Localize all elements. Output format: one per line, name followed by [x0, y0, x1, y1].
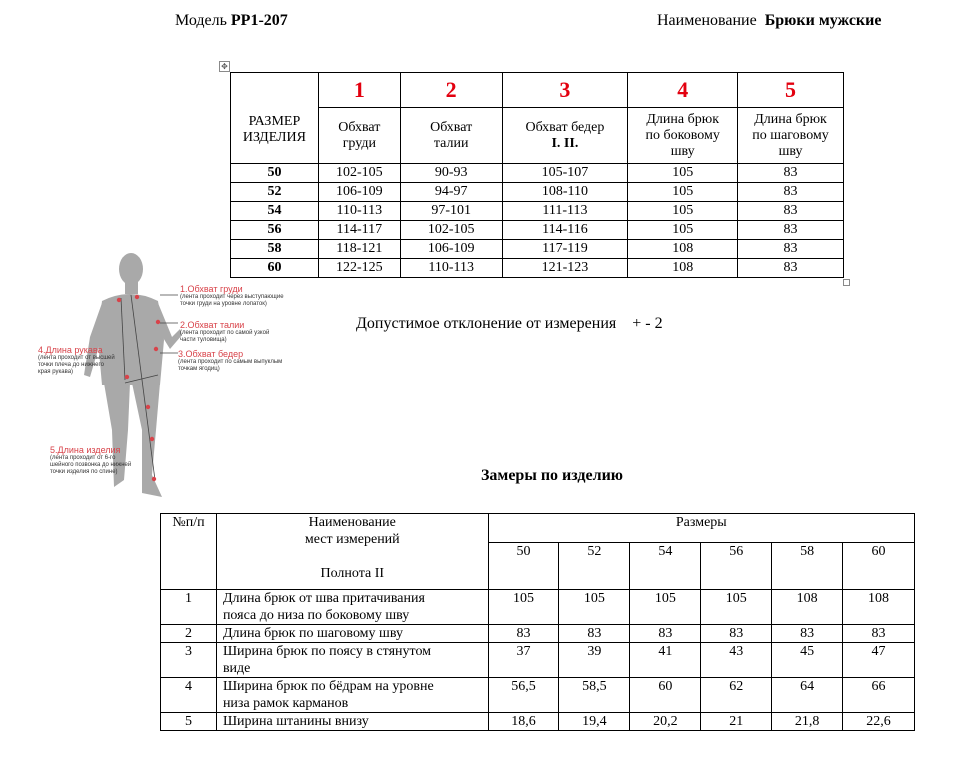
annotation-sleeve-length: 4.Длина рукава (лента проходит от высшей точки плеча до нижнего края рукава)	[38, 345, 115, 375]
size-value-cell: 110-113	[400, 259, 502, 278]
size-value-cell: 108-110	[502, 183, 628, 202]
size-value-cell: 83	[738, 202, 844, 221]
size-value-cell: 83	[738, 183, 844, 202]
measurement-value: 45	[772, 643, 843, 678]
measurement-value: 105	[559, 590, 630, 625]
size-value-cell: 102-105	[400, 221, 502, 240]
measurement-value: 83	[772, 625, 843, 643]
size-row	[231, 183, 844, 202]
column-number: 1	[318, 73, 400, 108]
measurement-value: 108	[843, 590, 915, 625]
size-cell: 58	[231, 240, 319, 259]
measurement-number: 1	[161, 590, 217, 625]
annotation-waist: 2.Обхват талии (лента проходит по самой узкой части туловища)	[180, 320, 270, 343]
measurement-value: 83	[559, 625, 630, 643]
measurement-row	[161, 713, 915, 731]
annotation-garment-length: 5.Длина изделия (лента проходит от 6-го шейного позвонка до нижней точки изделия по спине)	[50, 445, 132, 475]
size-column-header: 52	[559, 543, 630, 590]
measurement-value: 83	[701, 625, 772, 643]
measurement-name-line: Длина брюк от шва притачивания	[222, 591, 425, 606]
measurement-name	[216, 678, 488, 713]
measurement-value: 58,5	[559, 678, 630, 713]
measurement-value: 20,2	[630, 713, 701, 731]
measurement-value: 19,4	[559, 713, 630, 731]
measurement-value: 18,6	[488, 713, 559, 731]
measurement-value: 83	[630, 625, 701, 643]
column-header-hips: Обхват бедер I. II.	[502, 108, 628, 164]
measurement-name	[216, 713, 488, 731]
size-value-cell: 90-93	[400, 164, 502, 183]
size-row	[231, 221, 844, 240]
measurement-name-line: Ширина брюк по поясу в стянутом	[222, 644, 432, 659]
size-row	[231, 164, 844, 183]
measurement-value: 83	[488, 625, 559, 643]
size-value-cell: 94-97	[400, 183, 502, 202]
column-header-waist: Обхват талии	[400, 108, 502, 164]
measurement-value: 41	[630, 643, 701, 678]
measurement-value: 64	[772, 678, 843, 713]
size-value-cell: 122-125	[318, 259, 400, 278]
measurement-number: 5	[161, 713, 217, 731]
size-table	[230, 72, 844, 278]
measurement-value: 56,5	[488, 678, 559, 713]
size-cell: 60	[231, 259, 319, 278]
measurement-number: 4	[161, 678, 217, 713]
measurement-value: 39	[559, 643, 630, 678]
name-value: Брюки мужские	[764, 12, 882, 29]
size-corner-header: РАЗМЕР ИЗДЕЛИЯ	[231, 73, 319, 164]
column-header-chest: Обхват груди	[318, 108, 400, 164]
measurement-value: 47	[843, 643, 915, 678]
size-cell: 54	[231, 202, 319, 221]
tolerance-note: Допустимое отклонение от измерения + - 2	[356, 315, 663, 332]
col-header-number: №п/п	[161, 514, 217, 590]
measurement-value: 22,6	[843, 713, 915, 731]
size-value-cell: 97-101	[400, 202, 502, 221]
size-row	[231, 259, 844, 278]
measurement-row	[161, 590, 915, 625]
measurement-name	[216, 643, 488, 678]
size-value-cell: 114-117	[318, 221, 400, 240]
measurements-title: Замеры по изделию	[480, 467, 624, 484]
measurement-name-line: низа рамок карманов	[222, 696, 349, 711]
size-value-cell: 105	[628, 183, 738, 202]
name-label: Наименование	[657, 12, 757, 29]
column-header-inseam-length: Длина брюк по шаговому шву	[738, 108, 844, 164]
size-value-cell: 106-109	[318, 183, 400, 202]
size-value-cell: 121-123	[502, 259, 628, 278]
measurement-name-line: Длина брюк по шаговому шву	[222, 626, 403, 641]
size-row	[231, 202, 844, 221]
measurement-value: 83	[843, 625, 915, 643]
size-value-cell: 110-113	[318, 202, 400, 221]
size-value-cell: 105	[628, 221, 738, 240]
measurement-row	[161, 643, 915, 678]
size-value-cell: 114-116	[502, 221, 628, 240]
measurement-number: 2	[161, 625, 217, 643]
measurement-name-line: виде	[222, 661, 251, 676]
size-cell: 56	[231, 221, 319, 240]
measurement-row	[161, 678, 915, 713]
model-label: Модель	[175, 12, 227, 29]
measurement-value: 105	[488, 590, 559, 625]
column-number: 2	[400, 73, 502, 108]
product-name-heading	[657, 12, 881, 30]
size-cell: 52	[231, 183, 319, 202]
size-value-cell: 105	[628, 202, 738, 221]
annotation-chest: 1.Обхват груди (лента проходит через выступающие точки груди на уровне лопаток)	[180, 284, 284, 307]
size-value-cell: 117-119	[502, 240, 628, 259]
size-value-cell: 83	[738, 240, 844, 259]
column-header-side-length: Длина брюк по боковому шву	[628, 108, 738, 164]
size-value-cell: 102-105	[318, 164, 400, 183]
size-column-header: 60	[843, 543, 915, 590]
size-column-header: 56	[701, 543, 772, 590]
table-resize-handle[interactable]	[843, 279, 850, 286]
measurement-value: 60	[630, 678, 701, 713]
measurement-row	[161, 625, 915, 643]
measurement-value: 66	[843, 678, 915, 713]
size-value-cell: 111-113	[502, 202, 628, 221]
measurement-value: 108	[772, 590, 843, 625]
size-value-cell: 108	[628, 240, 738, 259]
model-heading	[175, 12, 288, 30]
measurement-value: 105	[701, 590, 772, 625]
measurement-value: 43	[701, 643, 772, 678]
measurement-name-line: Ширина брюк по бёдрам на уровне	[222, 679, 434, 694]
measurement-value: 37	[488, 643, 559, 678]
size-column-header: 50	[488, 543, 559, 590]
size-row	[231, 240, 844, 259]
measurements-table	[160, 513, 915, 731]
size-value-cell: 118-121	[318, 240, 400, 259]
size-value-cell: 108	[628, 259, 738, 278]
column-number: 3	[502, 73, 628, 108]
measurement-value: 21	[701, 713, 772, 731]
column-number: 4	[628, 73, 738, 108]
measurement-name-line: Ширина штанины внизу	[222, 714, 369, 729]
annotation-hips: 3.Обхват бедер (лента проходит по самым выпуклым точкам ягодиц)	[178, 349, 283, 372]
measurement-value: 21,8	[772, 713, 843, 731]
size-column-header: 58	[772, 543, 843, 590]
measurement-name	[216, 625, 488, 643]
col-header-name: Наименование мест измерений Полнота II	[216, 514, 488, 590]
size-value-cell: 83	[738, 164, 844, 183]
model-value: РР1-207	[230, 12, 288, 29]
size-value-cell: 105-107	[502, 164, 628, 183]
measurement-name	[216, 590, 488, 625]
size-value-cell: 105	[628, 164, 738, 183]
measurement-number: 3	[161, 643, 217, 678]
size-value-cell: 83	[738, 259, 844, 278]
column-number: 5	[738, 73, 844, 108]
size-value-cell: 83	[738, 221, 844, 240]
table-move-handle-icon[interactable]: ✥	[219, 61, 230, 72]
measurement-name-line: пояса до низа по боковому шву	[222, 608, 410, 623]
size-column-header: 54	[630, 543, 701, 590]
col-header-sizes: Размеры	[488, 514, 914, 543]
size-cell: 50	[231, 164, 319, 183]
measurement-value: 62	[701, 678, 772, 713]
size-value-cell: 106-109	[400, 240, 502, 259]
measurement-value: 105	[630, 590, 701, 625]
